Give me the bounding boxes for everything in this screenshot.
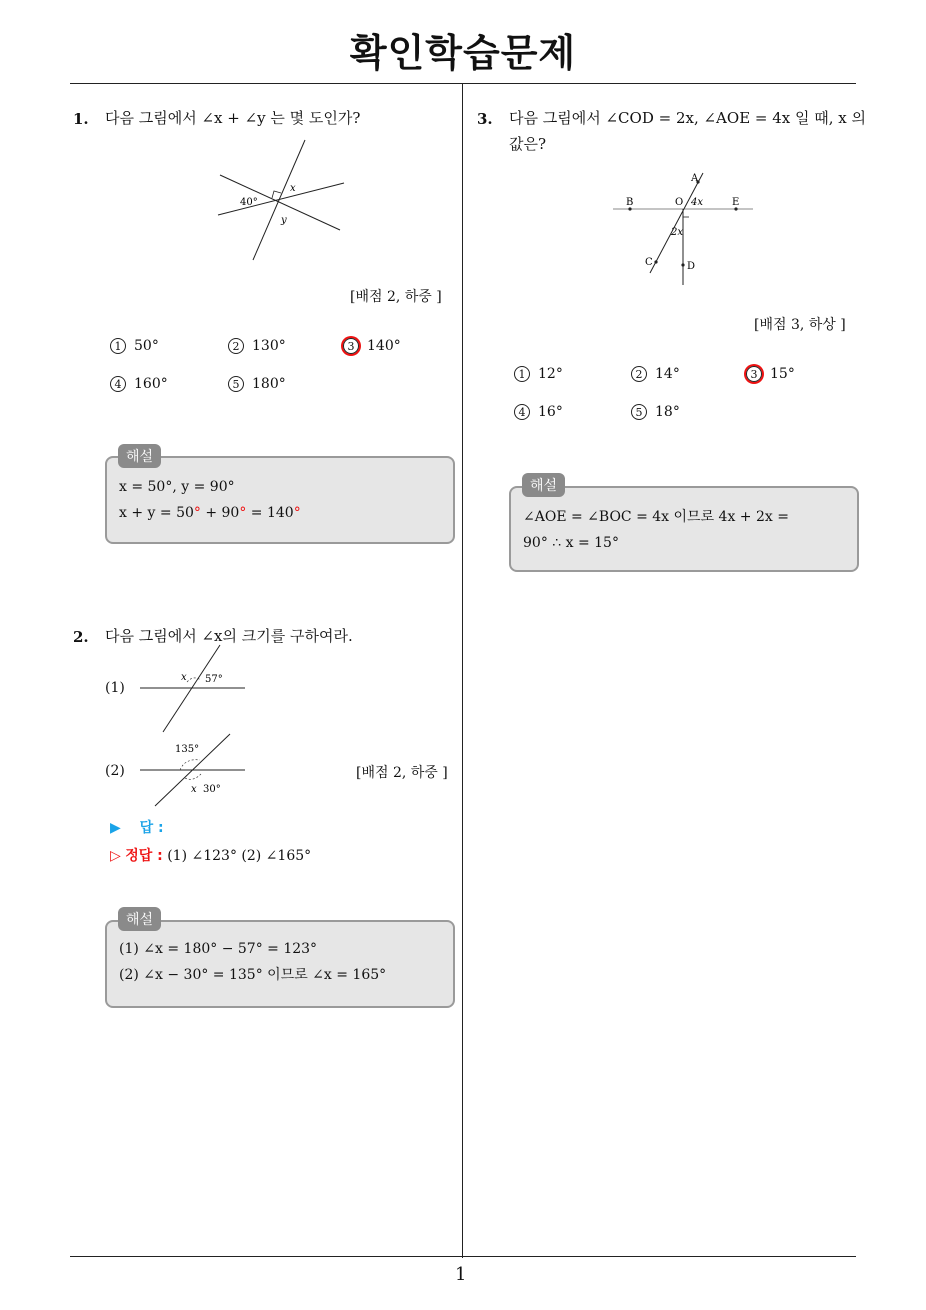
q2-correct-value: (1) ∠123° (2) ∠165° <box>167 848 312 864</box>
q3-label-4x: 4x <box>691 197 704 208</box>
hollow-arrow-icon: ▷ <box>110 848 121 864</box>
choice-number: 1 <box>514 366 530 382</box>
q2-solution-line-1: (1) ∠x = 180° − 57° = 123° <box>119 941 318 957</box>
q2-correct-label: 정답 : <box>125 848 163 864</box>
choice-number: 4 <box>514 404 530 420</box>
q2-fig1-angle-label: 57° <box>205 674 223 685</box>
choice-number: 5 <box>631 404 647 420</box>
q2-solution-box <box>105 920 455 1008</box>
q3-solution-line-1: ∠AOE = ∠BOC = 4x 이므로 4x + 2x = <box>523 509 789 525</box>
q2-solution-tag: 해설 <box>118 907 161 931</box>
q3-choice-4[interactable] <box>514 404 563 420</box>
choice-number: 4 <box>110 376 126 392</box>
q2-correct-row <box>110 845 311 865</box>
q2-fig1-x-label: x <box>181 672 187 683</box>
q1-figure <box>210 135 355 265</box>
q3-number: 3. <box>477 110 493 128</box>
q3-label-B: B <box>626 197 634 208</box>
q1-choice-3-selected[interactable] <box>343 338 401 354</box>
q1-solution-box <box>105 456 455 544</box>
q2-part-1-label: (1) <box>105 680 125 696</box>
q3-solution-box <box>509 486 859 572</box>
q2-solution-line-2: (2) ∠x − 30° = 135° 이므로 ∠x = 165° <box>119 967 387 983</box>
q3-label-O: O <box>675 197 684 208</box>
q3-choice-2[interactable] <box>631 366 680 382</box>
q3-choice-3-selected[interactable] <box>746 366 795 382</box>
q1-solution-tag: 해설 <box>118 444 161 468</box>
q3-figure <box>605 165 760 290</box>
choice-text: 15° <box>770 366 795 382</box>
choice-number: 2 <box>631 366 647 382</box>
choice-number: 5 <box>228 376 244 392</box>
q2-answer-label: 답 : <box>139 820 164 836</box>
q1-choice-1[interactable] <box>110 338 159 354</box>
q2-fig2-x-label: x <box>191 784 197 795</box>
q2-fig2-angle-label: 30° <box>203 784 221 795</box>
q1-choice-5[interactable] <box>228 376 286 392</box>
q2-number: 2. <box>73 628 89 646</box>
q3-label-E: E <box>732 197 740 208</box>
q3-label-A: A <box>691 173 699 184</box>
q2-figure-1 <box>135 640 250 735</box>
choice-number: 2 <box>228 338 244 354</box>
q3-solution-line-2: 90° ∴ x = 15° <box>523 535 619 551</box>
q1-choice-2[interactable] <box>228 338 286 354</box>
footer-rule <box>70 1256 856 1257</box>
q3-choice-5[interactable] <box>631 404 680 420</box>
q1-score: [배점 2, 하중 ] <box>350 289 442 305</box>
choice-text: 14° <box>655 366 680 382</box>
choice-text: 160° <box>134 376 168 392</box>
q1-number: 1. <box>73 110 89 128</box>
q3-choice-1[interactable] <box>514 366 563 382</box>
choice-text: 130° <box>252 338 286 354</box>
q2-answer-row <box>110 817 164 837</box>
q2-fig2-top-label: 135° <box>175 744 200 755</box>
q2-part-2-label: (2) <box>105 763 125 779</box>
q1-x-label: x <box>290 183 296 194</box>
q2-text: 다음 그림에서 ∠x의 크기를 구하여라. <box>105 627 353 645</box>
choice-text: 180° <box>252 376 286 392</box>
page-title: 확인학습문제 <box>349 31 577 75</box>
q3-label-D: D <box>687 261 696 272</box>
q1-choice-4[interactable] <box>110 376 168 392</box>
q3-score: [배점 3, 하상 ] <box>754 317 846 333</box>
selected-answer-circle: 3 <box>746 366 762 382</box>
q1-solution-line-2: x + y = 50° + 90° = 140° <box>119 505 301 521</box>
column-divider <box>462 83 463 1258</box>
q3-label-2x: 2x <box>671 227 684 238</box>
q1-angle-label: 40° <box>240 197 258 208</box>
selected-answer-circle: 3 <box>343 338 359 354</box>
q3-label-C: C <box>645 257 653 268</box>
header-rule <box>70 83 856 84</box>
q1-text: 다음 그림에서 ∠x + ∠y 는 몇 도인가? <box>105 109 361 127</box>
q2-figure-2 <box>135 730 250 810</box>
choice-text: 16° <box>538 404 563 420</box>
q3-solution-tag: 해설 <box>522 473 565 497</box>
answer-arrow-icon: ▶ <box>110 820 121 836</box>
choice-text: 18° <box>655 404 680 420</box>
choice-text: 50° <box>134 338 159 354</box>
page-number: 1 <box>455 1264 467 1285</box>
choice-text: 140° <box>367 338 401 354</box>
q3-text-line-1: 다음 그림에서 ∠COD = 2x, ∠AOE = 4x 일 때, x 의 <box>509 109 867 127</box>
choice-number: 1 <box>110 338 126 354</box>
choice-text: 12° <box>538 366 563 382</box>
q2-score: [배점 2, 하중 ] <box>356 765 448 781</box>
q1-solution-line-1: x = 50°, y = 90° <box>119 479 235 495</box>
q1-y-label: y <box>281 215 287 226</box>
q3-text-line-2: 값은? <box>509 135 547 153</box>
